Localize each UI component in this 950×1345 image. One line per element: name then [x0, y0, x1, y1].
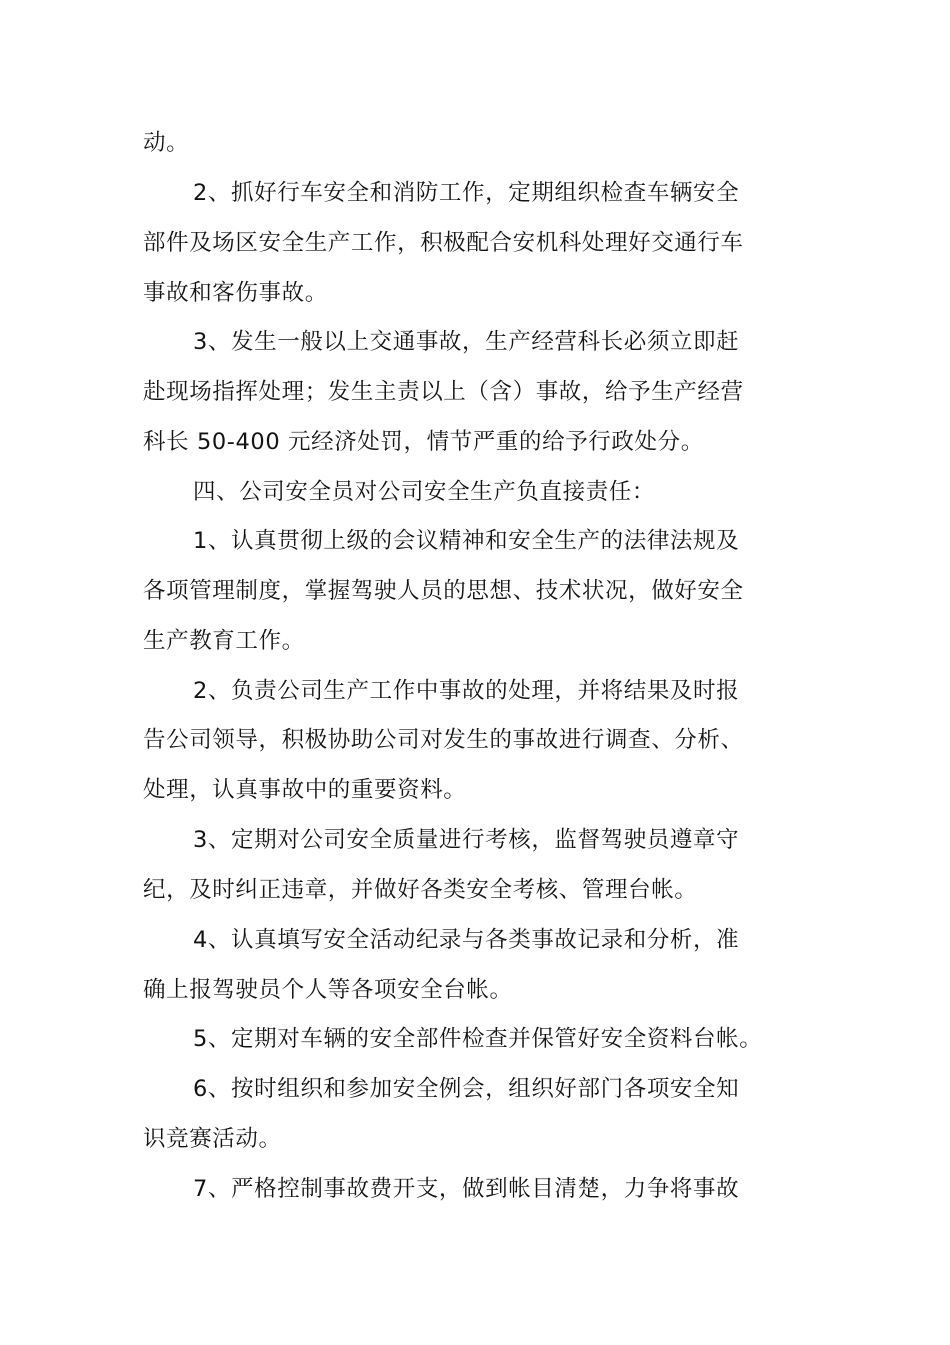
text-line: 生产教育工作。: [143, 628, 305, 654]
text-line: 事故和客伤事故。: [143, 280, 328, 306]
text-line: 部件及场区安全生产工作，积极配合安机科处理好交通行车: [143, 230, 744, 256]
text-line: 确上报驾驶员个人等各项安全台帐。: [143, 977, 513, 1003]
text-line: 识竞赛活动。: [143, 1126, 282, 1152]
text-line: 6、按时组织和参加安全例会，组织好部门各项安全知: [193, 1076, 740, 1102]
text-line: 4、认真填写安全活动纪录与各类事故记录和分析，准: [193, 927, 740, 953]
text-line: 动。: [143, 130, 190, 156]
text-line: 3、定期对公司安全质量进行考核，监督驾驶员遵章守: [193, 827, 740, 853]
text-line: 纪，及时纠正违章，并做好各类安全考核、管理台帐。: [143, 877, 698, 903]
text-line: 2、负责公司生产工作中事故的处理，并将结果及时报: [193, 678, 740, 704]
section-heading: 四、公司安全员对公司安全生产负直接责任：: [193, 479, 656, 505]
text-line: 处理，认真事故中的重要资料。: [143, 777, 467, 803]
text-line: 5、定期对车辆的安全部件检查并保管好安全资料台帐。: [193, 1026, 763, 1052]
text-line: 1、认真贯彻上级的会议精神和安全生产的法律法规及: [193, 528, 740, 554]
text-line: 科长 50-400 元经济处罚，情节严重的给予行政处分。: [143, 429, 704, 455]
text-line: 2、抓好行车安全和消防工作，定期组织检查车辆安全: [193, 180, 740, 206]
text-line: 各项管理制度，掌握驾驶人员的思想、技术状况，做好安全: [143, 578, 744, 604]
text-line: 告公司领导，积极协助公司对发生的事故进行调查、分析、: [143, 727, 744, 753]
text-line: 3、发生一般以上交通事故，生产经营科长必须立即赶: [193, 329, 740, 355]
text-line: 7、严格控制事故费开支，做到帐目清楚，力争将事故: [193, 1176, 740, 1202]
text-line: 赴现场指挥处理；发生主责以上（含）事故，给予生产经营: [143, 379, 744, 405]
